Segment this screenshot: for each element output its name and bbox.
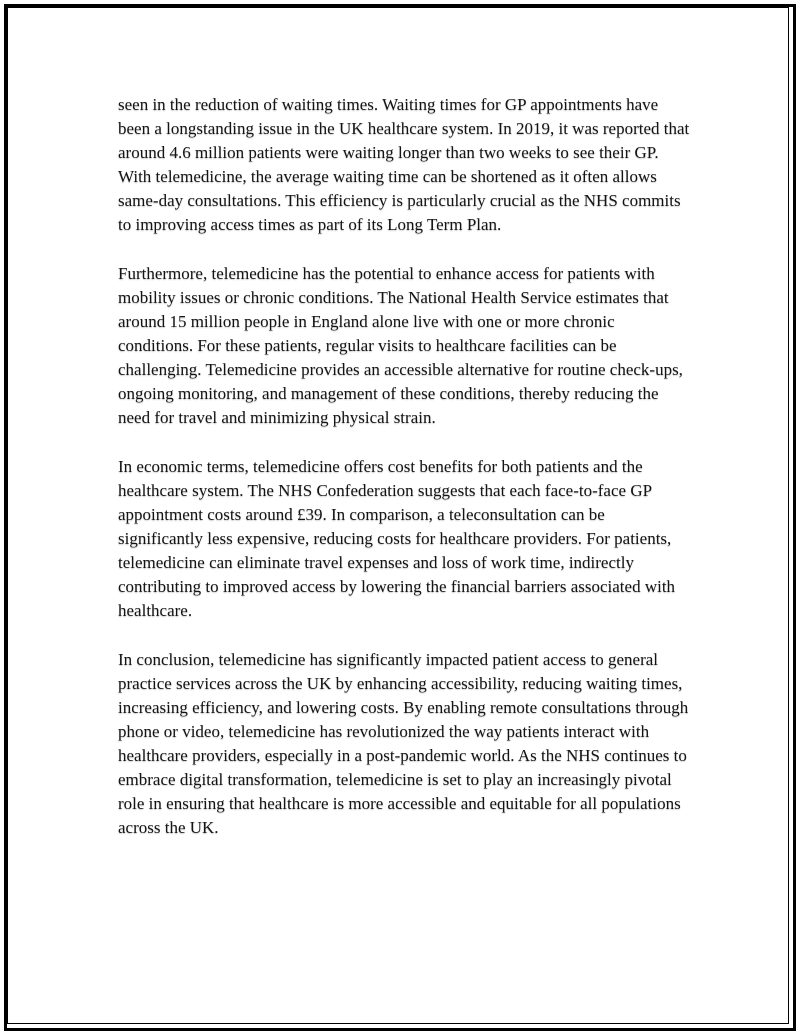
- paragraph-waiting-times: seen in the reduction of waiting times. Waiting times for GP appointments have been a longstanding issue in the UK healthcare system. In 2019, it was reported that around 4.6 million patients were waiting longer than two weeks to see their GP. With telemedicine, the average waiting time can be shortened as it often allows same-day consultations. This efficiency is particularly crucial as the NHS commits to improving access times as part of its Long Term Plan.: [118, 95, 690, 235]
- paragraph-economic-terms: In economic terms, telemedicine offers cost benefits for both patients and the healthcare system. The NHS Confederation suggests that each face-to-face GP appointment costs around £39. In comparison, a teleconsultation can be significantly less expensive, reducing costs for healthcare providers. For patients, telemedicine can eliminate travel expenses and loss of work time, indirectly contributing to improved access by lowering the financial barriers associated with healthcare.: [118, 456, 676, 621]
- document-body: [118, 93, 690, 865]
- paragraph-conclusion: In conclusion, telemedicine has significantly impacted patient access to general practice services across the UK by enhancing accessibility, reducing waiting times, increasing efficiency, and lowering costs. By enabling remote consultations through phone or video, telemedicine has revolutionized the way patients interact with healthcare providers, especially in a post-pandemic world. As the NHS continues to embrace digital transformation, telemedicine is set to play an increasingly pivotal role in ensuring that healthcare is more accessible and equitable for all populations across the UK.: [118, 649, 689, 838]
- paragraph-chronic-conditions: Furthermore, telemedicine has the potential to enhance access for patients with mobility issues or chronic conditions. The National Health Service estimates that around 15 million people in England alone live with one or more chronic conditions. For these patients, regular visits to healthcare facilities can be challenging. Telemedicine provides an accessible alternative for routine check-ups, ongoing monitoring, and management of these conditions, thereby reducing the need for travel and minimizing physical strain.: [118, 263, 683, 428]
